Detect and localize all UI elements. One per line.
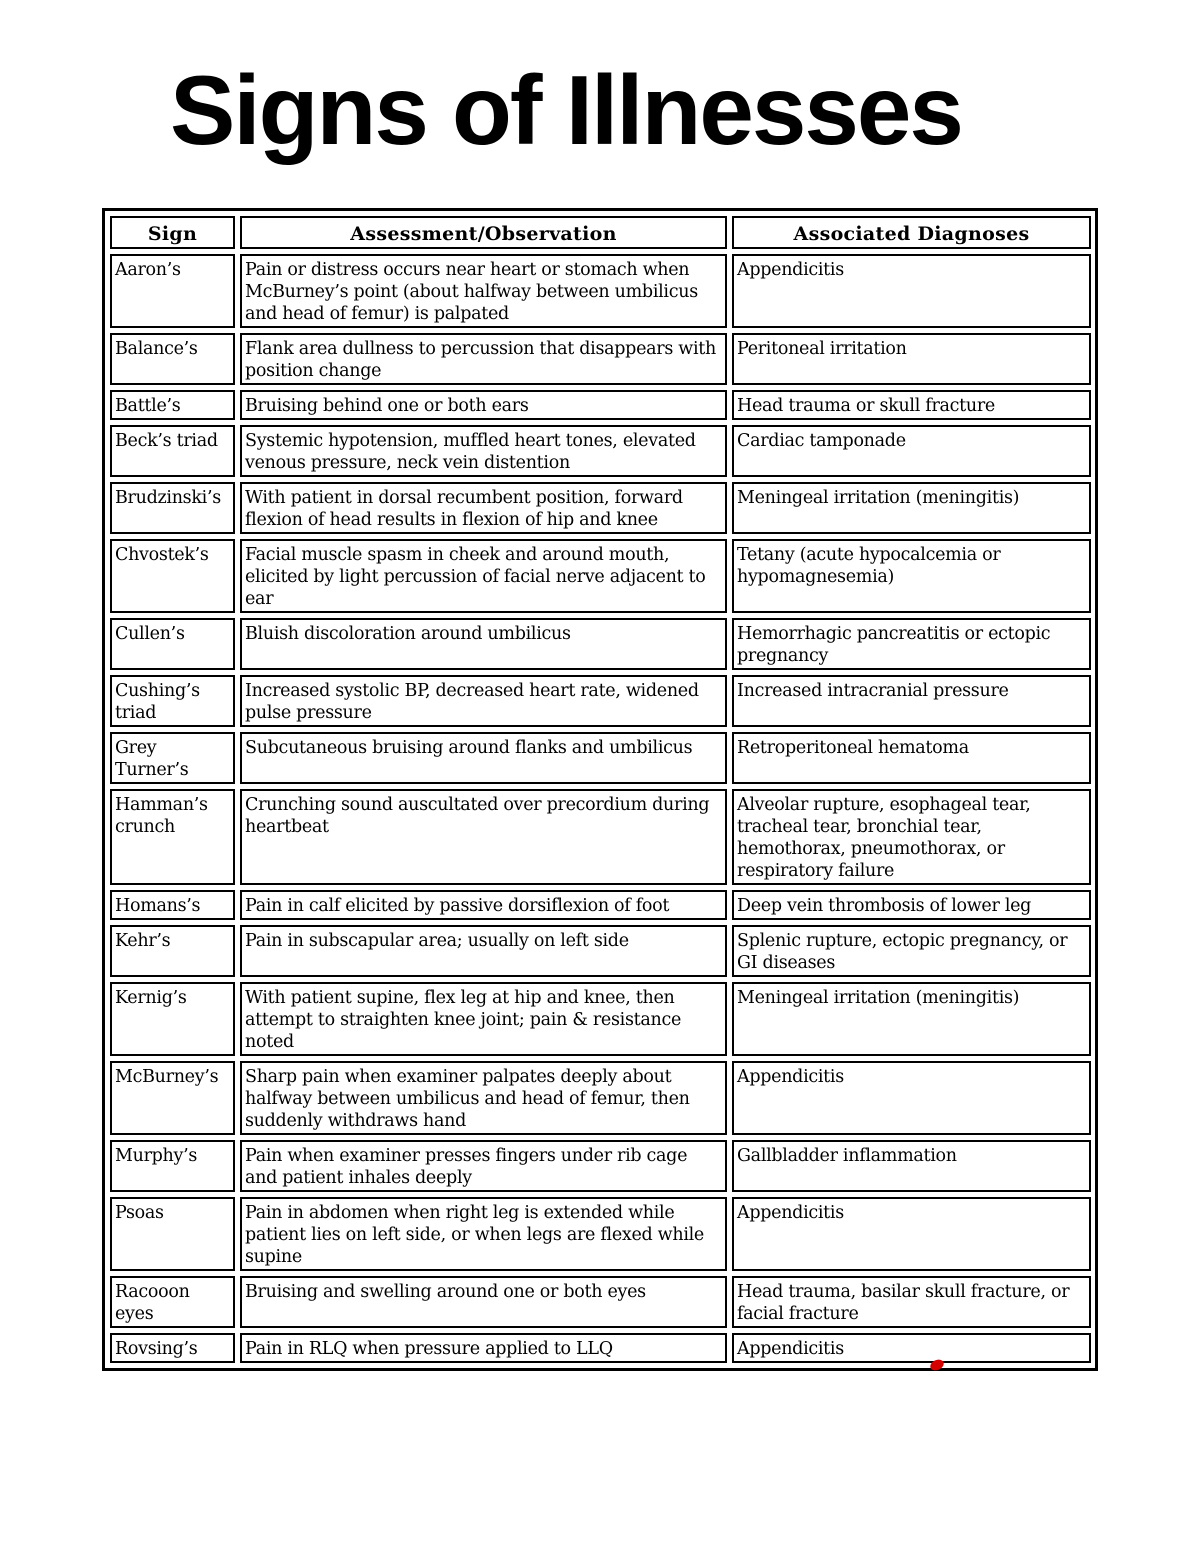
sign-cell: Homans’s [110,890,235,920]
assessment-cell: Systemic hypotension, muffled heart tones, elevated venous pressure, neck vein distention [240,425,727,477]
table-row [110,890,1091,920]
sign-cell: Aaron’s [110,254,235,328]
sign-cell: Psoas [110,1197,235,1271]
table-row [110,1061,1091,1135]
table-row [110,1140,1091,1192]
sign-cell: Racooon eyes [110,1276,235,1328]
assessment-cell: Pain or distress occurs near heart or stomach when McBurney’s point (about halfway between umbilicus and head of femur) is palpated [240,254,727,328]
sign-cell: Battle’s [110,390,235,420]
sign-cell: Brudzinski’s [110,482,235,534]
diagnoses-cell: Appendicitis [732,1061,1091,1135]
table-row [110,425,1091,477]
diagnoses-cell: Meningeal irritation (meningitis) [732,482,1091,534]
diagnoses-cell: Appendicitis [732,254,1091,328]
diagnoses-cell: Retroperitoneal hematoma [732,732,1091,784]
table-row [110,925,1091,977]
sign-cell: McBurney’s [110,1061,235,1135]
diagnoses-cell: Appendicitis [732,1197,1091,1271]
table-header-row [110,216,1091,249]
sign-cell: Kernig’s [110,982,235,1056]
table-row [110,1276,1091,1328]
assessment-cell: Pain in RLQ when pressure applied to LLQ [240,1333,727,1363]
assessment-cell: Bruising and swelling around one or both eyes [240,1276,727,1328]
diagnoses-cell: Head trauma or skull fracture [732,390,1091,420]
table-row [110,539,1091,613]
table-row [110,254,1091,328]
diagnoses-cell: Tetany (acute hypocalcemia or hypomagnesemia) [732,539,1091,613]
diagnoses-cell: Meningeal irritation (meningitis) [732,982,1091,1056]
signs-table [105,211,1096,1368]
table-row [110,1197,1091,1271]
diagnoses-cell: Splenic rupture, ectopic pregnancy, or GI diseases [732,925,1091,977]
table-row [110,675,1091,727]
assessment-cell: Increased systolic BP, decreased heart rate, widened pulse pressure [240,675,727,727]
table-row [110,482,1091,534]
diagnoses-cell: Head trauma, basilar skull fracture, or facial fracture [732,1276,1091,1328]
diagnoses-cell: Peritoneal irritation [732,333,1091,385]
diagnoses-cell: Gallbladder inflammation [732,1140,1091,1192]
assessment-cell: Pain when examiner presses fingers under rib cage and patient inhales deeply [240,1140,727,1192]
sign-cell: Cullen’s [110,618,235,670]
header-assessment: Assessment/Observation [240,216,727,249]
sign-cell: Hamman’s crunch [110,789,235,885]
table-row [110,618,1091,670]
sign-cell: Chvostek’s [110,539,235,613]
assessment-cell: Crunching sound auscultated over precordium during heartbeat [240,789,727,885]
sign-cell: Cushing’s triad [110,675,235,727]
table-row [110,333,1091,385]
diagnoses-cell: Deep vein thrombosis of lower leg [732,890,1091,920]
diagnoses-cell: Appendicitis [732,1333,1091,1363]
sign-cell: Rovsing’s [110,1333,235,1363]
sign-cell: Murphy’s [110,1140,235,1192]
table-row [110,390,1091,420]
assessment-cell: Pain in calf elicited by passive dorsiflexion of foot [240,890,727,920]
signs-table-frame [102,208,1098,1371]
sign-cell: Kehr’s [110,925,235,977]
assessment-cell: Flank area dullness to percussion that disappears with position change [240,333,727,385]
sign-cell: Grey Turner’s [110,732,235,784]
diagnoses-cell: Alveolar rupture, esophageal tear, tracheal tear, bronchial tear, hemothorax, pneumothorax, or respiratory failure [732,789,1091,885]
assessment-cell: Pain in abdomen when right leg is extended while patient lies on left side, or when legs are flexed while supine [240,1197,727,1271]
diagnoses-cell: Cardiac tamponade [732,425,1091,477]
assessment-cell: Pain in subscapular area; usually on left side [240,925,727,977]
table-row [110,789,1091,885]
assessment-cell: Sharp pain when examiner palpates deeply about halfway between umbilicus and head of femur, then suddenly withdraws hand [240,1061,727,1135]
assessment-cell: Facial muscle spasm in cheek and around mouth, elicited by light percussion of facial nerve adjacent to ear [240,539,727,613]
diagnoses-cell: Hemorrhagic pancreatitis or ectopic pregnancy [732,618,1091,670]
assessment-cell: Subcutaneous bruising around flanks and umbilicus [240,732,727,784]
sign-cell: Balance’s [110,333,235,385]
page-title: Signs of Illnesses [170,55,962,165]
assessment-cell: Bluish discoloration around umbilicus [240,618,727,670]
assessment-cell: With patient supine, flex leg at hip and knee, then attempt to straighten knee joint; pain & resistance noted [240,982,727,1056]
diagnoses-cell: Increased intracranial pressure [732,675,1091,727]
table-row [110,982,1091,1056]
header-diagnoses: Associated Diagnoses [732,216,1091,249]
assessment-cell: Bruising behind one or both ears [240,390,727,420]
sign-cell: Beck’s triad [110,425,235,477]
table-row [110,1333,1091,1363]
header-sign: Sign [110,216,235,249]
assessment-cell: With patient in dorsal recumbent position, forward flexion of head results in flexion of hip and knee [240,482,727,534]
table-row [110,732,1091,784]
